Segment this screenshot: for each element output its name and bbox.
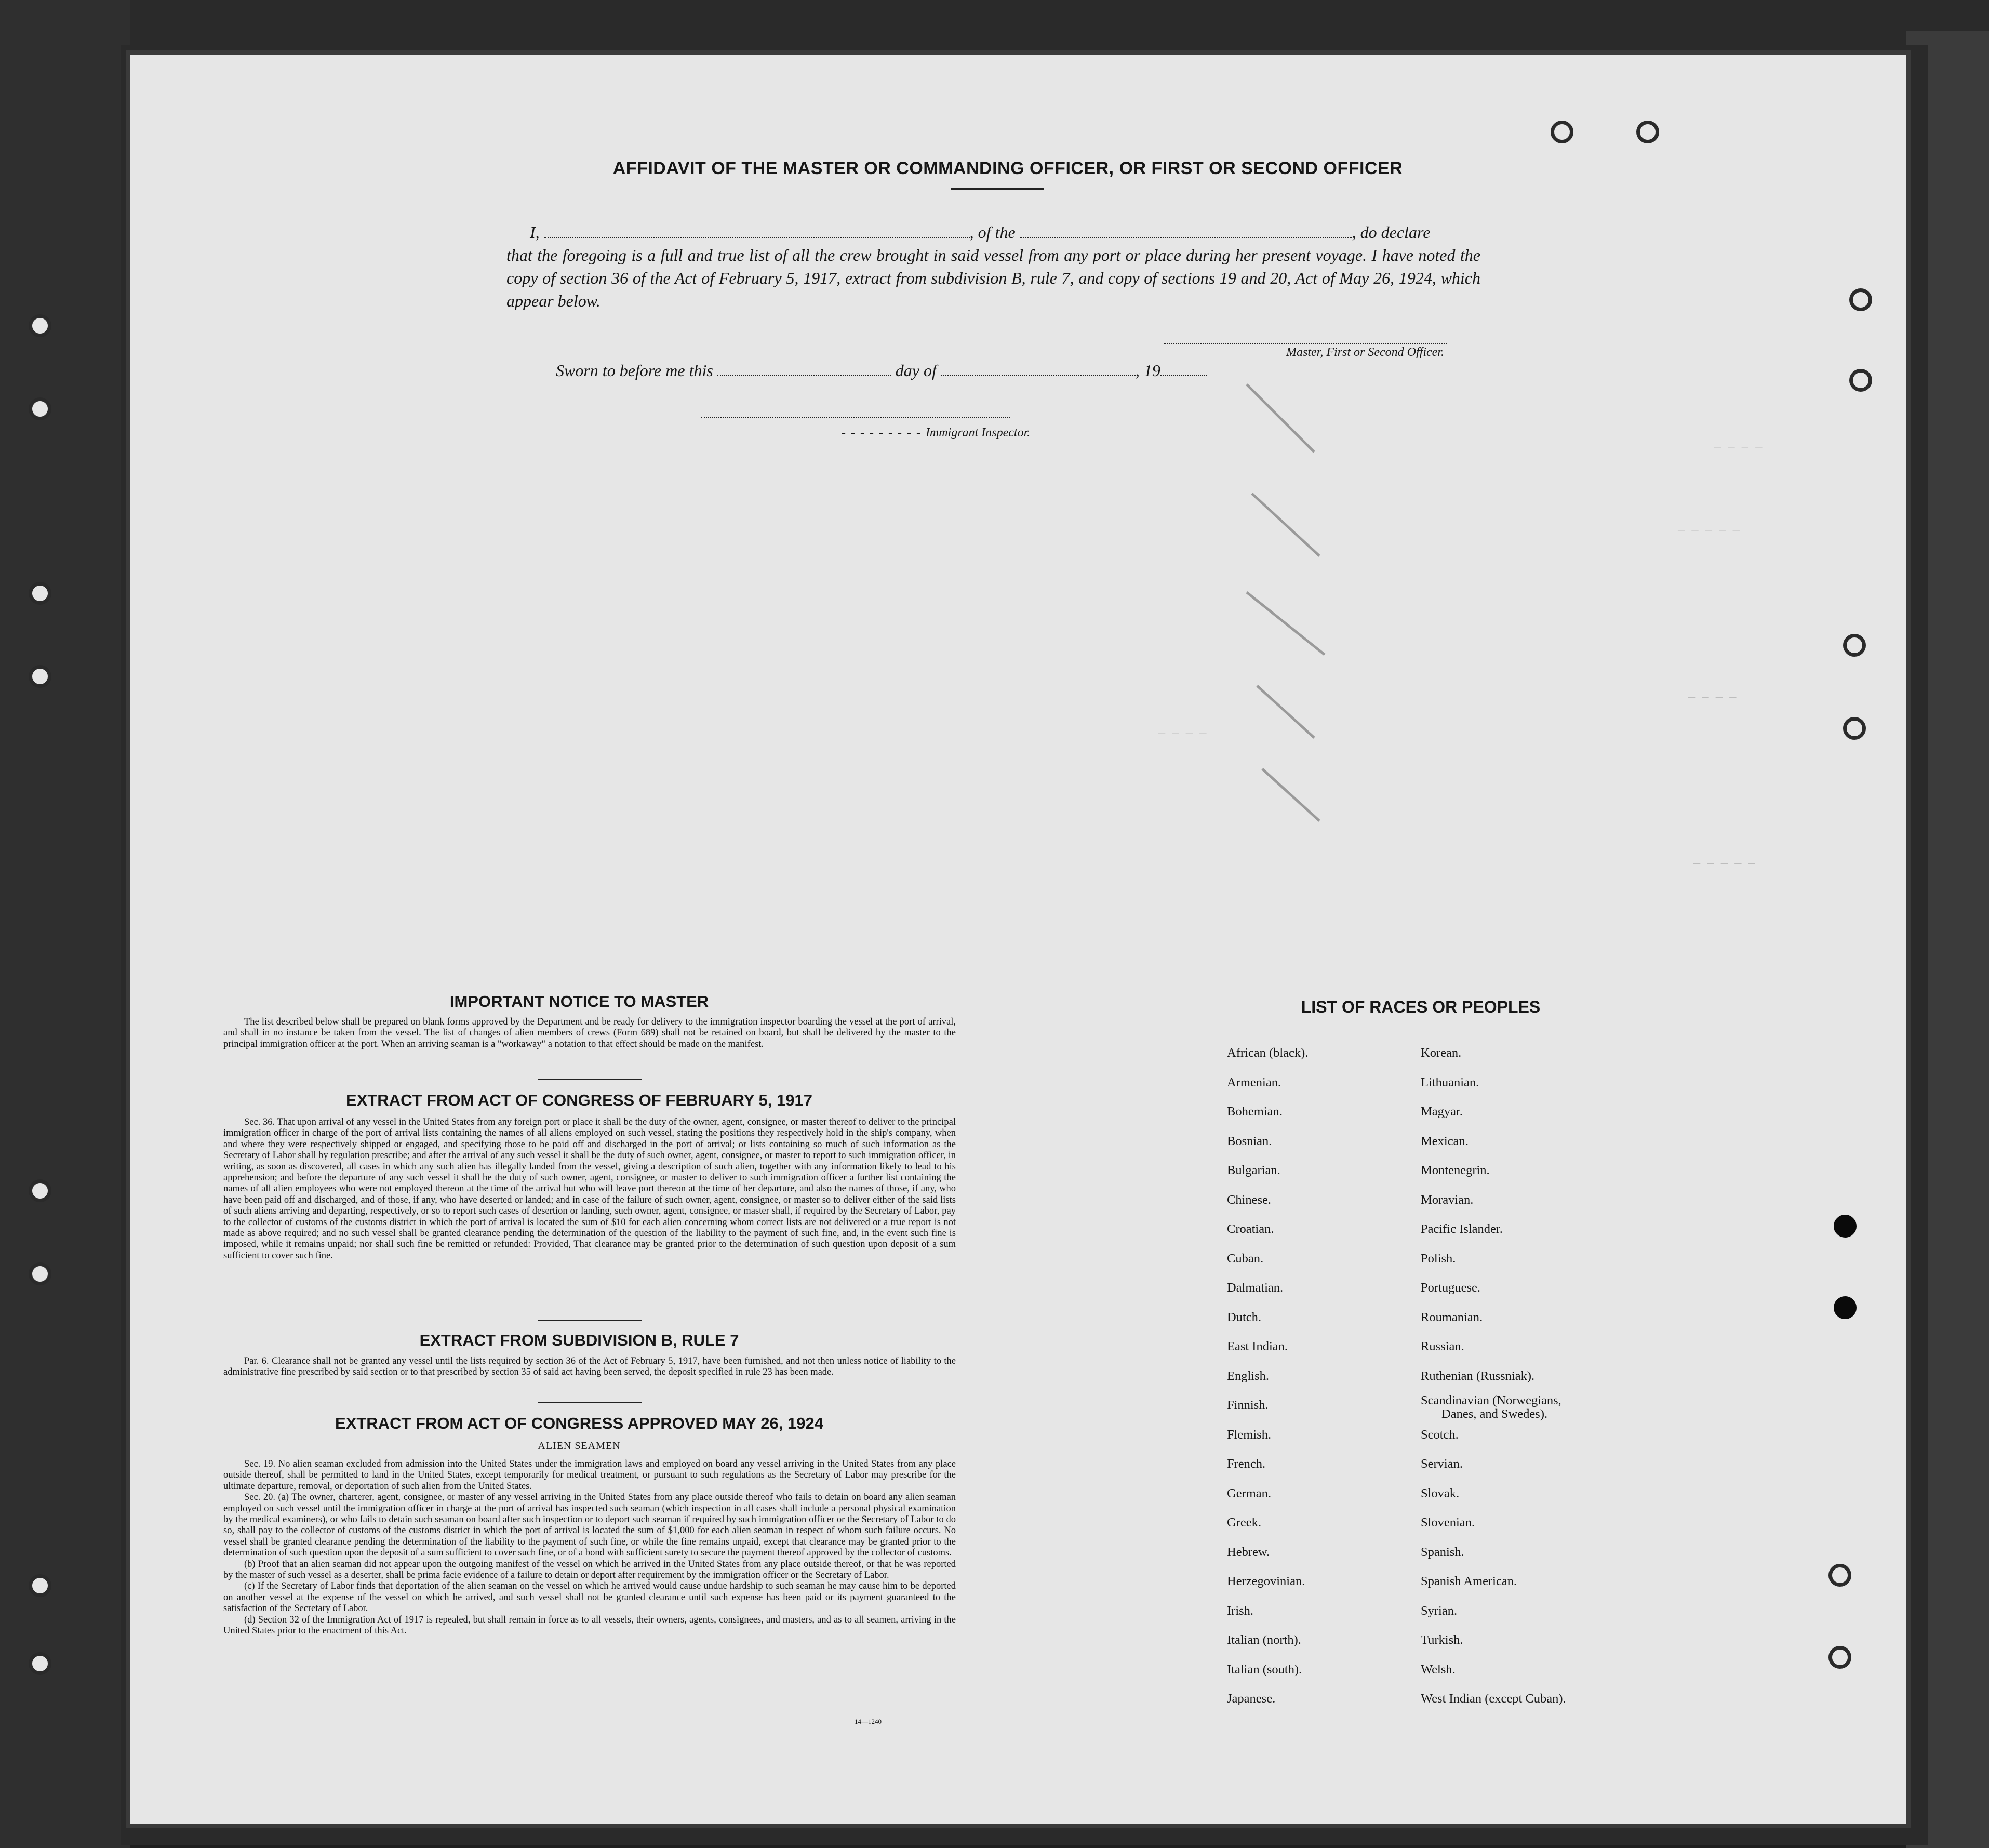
- race-item: Polish.: [1421, 1251, 1456, 1266]
- scan-border-left: [0, 0, 130, 1848]
- race-item: Korean.: [1421, 1046, 1462, 1060]
- race-item: Bohemian.: [1227, 1105, 1283, 1119]
- race-item: Russian.: [1421, 1339, 1464, 1353]
- bleed-through-strokes: [1236, 374, 1361, 842]
- race-item: Moravian.: [1421, 1192, 1474, 1207]
- vessel-name-field[interactable]: [1020, 224, 1352, 238]
- punch-hole: [29, 397, 51, 420]
- race-item: Herzegovinian.: [1227, 1574, 1305, 1588]
- affidavit-of-the: , of the: [969, 223, 1016, 242]
- form-number: 14—1240: [855, 1718, 882, 1725]
- race-item: Italian (south).: [1227, 1662, 1302, 1677]
- bleed-through-mark: — — — — —: [1678, 525, 1740, 538]
- race-item: Bosnian.: [1227, 1134, 1272, 1148]
- inspector-signature-line[interactable]: [701, 417, 1010, 418]
- race-item: African (black).: [1227, 1046, 1309, 1060]
- race-item: Turkish.: [1421, 1633, 1463, 1647]
- scan-border-right: [1906, 31, 1989, 1848]
- race-item: Spanish.: [1421, 1545, 1464, 1559]
- race-item: Slovak.: [1421, 1486, 1460, 1500]
- bleed-through-mark: — — — —: [1158, 727, 1207, 740]
- sworn-line: [556, 361, 1207, 380]
- rule7-title: EXTRACT FROM SUBDIVISION B, RULE 7: [419, 1331, 739, 1349]
- bleed-through-mark: — — — —: [1688, 691, 1737, 704]
- race-item: Magyar.: [1421, 1105, 1463, 1119]
- notice-text: The list described below shall be prepared on blank forms approved by the Department and be ready for delivery to the immigration inspector boarding the vessel at the port of arrival, and shall in no instance be taken from the vessel. The list of changes of alien members of crews (Form 689) shall not be retained on board, but shall be delivered by the master to the principal immigration officer at the port. When an arriving seaman is a "workaway" a notation to that effect should be made on the manifest.: [223, 1017, 956, 1049]
- sec20b-text: (b) Proof that an alien seaman did not appear upon the outgoing manifest of the vessel on which he arrived in the United States from any place outside thereof, or that he was reported by the master of such vessel as a deserter, shall be prima facie evidence of a failure to detain or deport after requirement by the immigration officer or the Secretary of Labor.: [223, 1559, 956, 1581]
- extract-1917-text: Sec. 36. That upon arrival of any vessel in the United States from any foreign port or place it shall be the duty of the owner, agent, consignee, or master thereof to deliver to the principal immigration officer in charge of the port of arrival lists containing the names of all aliens employed on such vessel, stating the positions they respectively hold in the ship's company, when and where they were respectively shipped or engaged, and specifying those to be paid off and discharged in the port of arrival; or lists containing so much of such information as the Secretary of Labor shall by regulation prescribe; and after the arrival of any such vessel it shall be the duty of such owner, agent, consignee, or master to report to such immigration officer, in writing, as soon as discovered, all cases in which any such alien has illegally landed from the vessel, giving a description of such alien, together with any information likely to lead to his apprehension; and before the departure of any such vessel it shall be the duty of such owner, agent, consignee, or master to deliver to such immigration officer a further list containing the names of all alien employees who were not employed thereon at the time of the arrival but who will leave port thereon at the time of her departure, and also the names of those, if any, who have been paid off and discharged, and of those, if any, who have deserted or landed; and in case of the failure of such owner, agent, consignee, or master so to deliver either of the said lists of such aliens arriving and departing, respectively, or so to report such cases of desertion or landing, such owner, agent, consignee, or master shall, if required by the Secretary of Labor, pay to the collector of customs of the customs district in which the port of arrival is located the sum of $10 for each alien concerning whom correct lists are not delivered or a true report is not made as above required; and no such vessel shall be granted clearance pending the determination of the question of the liability to the payment of such fine, and, in the event such fine is imposed, while it remains unpaid; nor shall such fine be remitted or refunded: Provided, That clearance may be granted prior to the determination of such question upon deposit of a sum sufficient to cover such fine.: [223, 1117, 956, 1261]
- punch-hole: [1834, 1215, 1857, 1238]
- master-signature-label: Master, First or Second Officer.: [1286, 345, 1444, 359]
- affidavit-declare: , do declare: [1352, 223, 1431, 242]
- race-item: French.: [1227, 1457, 1266, 1471]
- race-item: Pacific Islander.: [1421, 1222, 1503, 1236]
- sworn-year-field[interactable]: [1160, 363, 1207, 376]
- sworn-text: Sworn to before me this: [556, 361, 713, 380]
- punch-hole: [1636, 121, 1659, 143]
- race-item: Roumanian.: [1421, 1310, 1483, 1324]
- section-divider: [538, 1320, 642, 1321]
- alien-seamen-subtitle: ALIEN SEAMEN: [538, 1440, 621, 1452]
- punch-hole: [1828, 1564, 1851, 1587]
- race-item: Chinese.: [1227, 1192, 1272, 1207]
- race-item: Lithuanian.: [1421, 1075, 1479, 1089]
- race-item: Dutch.: [1227, 1310, 1261, 1324]
- race-item: Ruthenian (Russniak).: [1421, 1368, 1535, 1383]
- extract-1917-title: EXTRACT FROM ACT OF CONGRESS OF FEBRUARY 5, 1917: [346, 1091, 812, 1109]
- race-item: Greek.: [1227, 1515, 1261, 1530]
- race-item: Flemish.: [1227, 1427, 1272, 1442]
- race-item-scandinavian: Scandinavian (Norwegians, Danes, and Swedes).: [1421, 1393, 1561, 1421]
- races-left-column: [1227, 1039, 1308, 1714]
- race-item: Cuban.: [1227, 1251, 1264, 1266]
- master-signature-line[interactable]: [1164, 343, 1447, 344]
- sec20d-text: (d) Section 32 of the Immigration Act of 1917 is repealed, but shall remain in force as to all vessels, their owners, agents, consignees, and masters, and as to all seamen, arriving in the United States prior to the enactment of this Act.: [223, 1614, 956, 1637]
- affidavit-title: AFFIDAVIT OF THE MASTER OR COMMANDING OFFICER, OR FIRST OR SECOND OFFICER: [612, 158, 1403, 178]
- affidavit-i: I,: [530, 223, 540, 242]
- punch-hole: [1828, 1646, 1851, 1669]
- affidavit-text: [506, 221, 1480, 312]
- punch-hole: [29, 1574, 51, 1597]
- race-item: Dalmatian.: [1227, 1281, 1284, 1295]
- race-item: Irish.: [1227, 1603, 1254, 1618]
- sworn-day-of: day of: [895, 361, 937, 380]
- extract-1924-title: EXTRACT FROM ACT OF CONGRESS APPROVED MAY 26, 1924: [335, 1414, 823, 1432]
- punch-hole: [29, 1179, 51, 1202]
- sworn-day-field[interactable]: [717, 363, 891, 376]
- race-item: Mexican.: [1421, 1134, 1469, 1148]
- punch-hole: [1843, 634, 1866, 657]
- race-item: Syrian.: [1421, 1603, 1458, 1618]
- race-item: Portuguese.: [1421, 1281, 1480, 1295]
- extract-1924-text: [223, 1459, 956, 1637]
- sworn-year-prefix: , 19: [1135, 361, 1160, 380]
- races-title: LIST OF RACES OR PEOPLES: [1301, 998, 1541, 1016]
- scan-border-top: [0, 0, 1989, 55]
- race-item: German.: [1227, 1486, 1272, 1500]
- bleed-through-mark: — — — —: [1714, 442, 1763, 455]
- punch-hole: [1843, 717, 1866, 740]
- race-item: East Indian.: [1227, 1339, 1288, 1353]
- punch-hole: [29, 1262, 51, 1285]
- notice-title: IMPORTANT NOTICE TO MASTER: [449, 992, 709, 1011]
- race-item: Italian (north).: [1227, 1633, 1301, 1647]
- sworn-month-field[interactable]: [941, 363, 1136, 376]
- race-item: Finnish.: [1227, 1398, 1269, 1412]
- inspector-label-text: Immigrant Inspector.: [925, 426, 1031, 440]
- punch-hole: [1849, 288, 1872, 311]
- inspector-signature-label: - - - - - - - - - Immigrant Inspector.: [842, 426, 1031, 440]
- affidavit-body: that the foregoing is a full and true list of all the crew brought in said vessel from any port or place during her present voyage. I have noted the copy of section 36 of the Act of February 5, 1917, extract from subdivision B, rule 7, and copy of sections 19 and 20, Act of May 26, 1924, which appear below.: [506, 246, 1480, 310]
- race-item: Welsh.: [1421, 1662, 1456, 1677]
- punch-hole: [29, 665, 51, 688]
- master-name-field[interactable]: [544, 224, 970, 238]
- bleed-through-mark: — — — — —: [1693, 857, 1755, 870]
- races-right-column: [1421, 1039, 1566, 1714]
- sec20a-text: Sec. 20. (a) The owner, charterer, agent, consignee, or master of any vessel arriving in the United States from any place outside thereof who fails to detain on board any alien seaman employed on such vessel until the immigration officer in charge at the port of arrival has inspected such seaman (which inspection in all cases shall include a personal physical examination by the medical examiners), or who fails to detain such seaman on board after such inspection or to deport such seaman if required by such immigration officer or the Secretary of Labor to do so, shall pay to the collector of customs of the customs district in which the port of arrival is located the sum of $1,000 for each alien seaman in respect of whom such failure occurs. No vessel shall be granted clearance pending the determination of the liability to the payment of such fine, or while the fine remains unpaid, except that clearance may be granted prior to the determination of such question upon the deposit of a sum sufficient to cover such fine, or of a bond with sufficient surety to secure the payment thereof approved by the collector of customs.: [223, 1492, 956, 1559]
- race-item: Croatian.: [1227, 1222, 1274, 1236]
- title-underline: [951, 188, 1044, 190]
- race-item: Armenian.: [1227, 1075, 1281, 1089]
- race-item: Hebrew.: [1227, 1545, 1270, 1559]
- punch-hole: [1849, 369, 1872, 392]
- punch-hole: [29, 314, 51, 337]
- race-item: Servian.: [1421, 1457, 1463, 1471]
- section-divider: [538, 1402, 642, 1403]
- punch-hole: [1834, 1296, 1857, 1319]
- race-item: Montenegrin.: [1421, 1163, 1490, 1177]
- punch-hole: [1551, 121, 1573, 143]
- race-item: Slovenian.: [1421, 1515, 1475, 1530]
- race-item: West Indian (except Cuban).: [1421, 1692, 1566, 1706]
- race-item: Spanish American.: [1421, 1574, 1517, 1588]
- race-item: English.: [1227, 1368, 1269, 1383]
- race-item: Bulgarian.: [1227, 1163, 1280, 1177]
- race-item: Japanese.: [1227, 1692, 1276, 1706]
- race-item: Scotch.: [1421, 1427, 1459, 1442]
- punch-hole: [29, 582, 51, 605]
- sec19-text: Sec. 19. No alien seaman excluded from admission into the United States under the immigration laws and employed on board any vessel arriving in the United States from any place outside thereof, shall be permitted to land in the United States, except temporarily for medical treatment, or pursuant to such regulations as the Secretary of Labor may prescribe for the ultimate departure, removal, or deportation of such alien from the United States.: [223, 1459, 956, 1492]
- rule7-text: Par. 6. Clearance shall not be granted any vessel until the lists required by section 36 of the Act of February 5, 1917, have been furnished, and not then unless notice of liability to the administrative fine prescribed by said section or to that prescribed by section 35 of said act having been served, the deposit specified in rule 23 has been made.: [223, 1356, 956, 1378]
- sec20c-text: (c) If the Secretary of Labor finds that deportation of the alien seaman on the vessel on which he arrived would cause undue hardship to such seaman he may cause him to be deported on another vessel at the expense of the vessel on which he arrived, and such vessel shall not be granted clearance until such expense has been paid or its payment guaranteed to the satisfaction of the Secretary of Labor.: [223, 1581, 956, 1614]
- punch-hole: [29, 1652, 51, 1675]
- section-divider: [538, 1079, 642, 1080]
